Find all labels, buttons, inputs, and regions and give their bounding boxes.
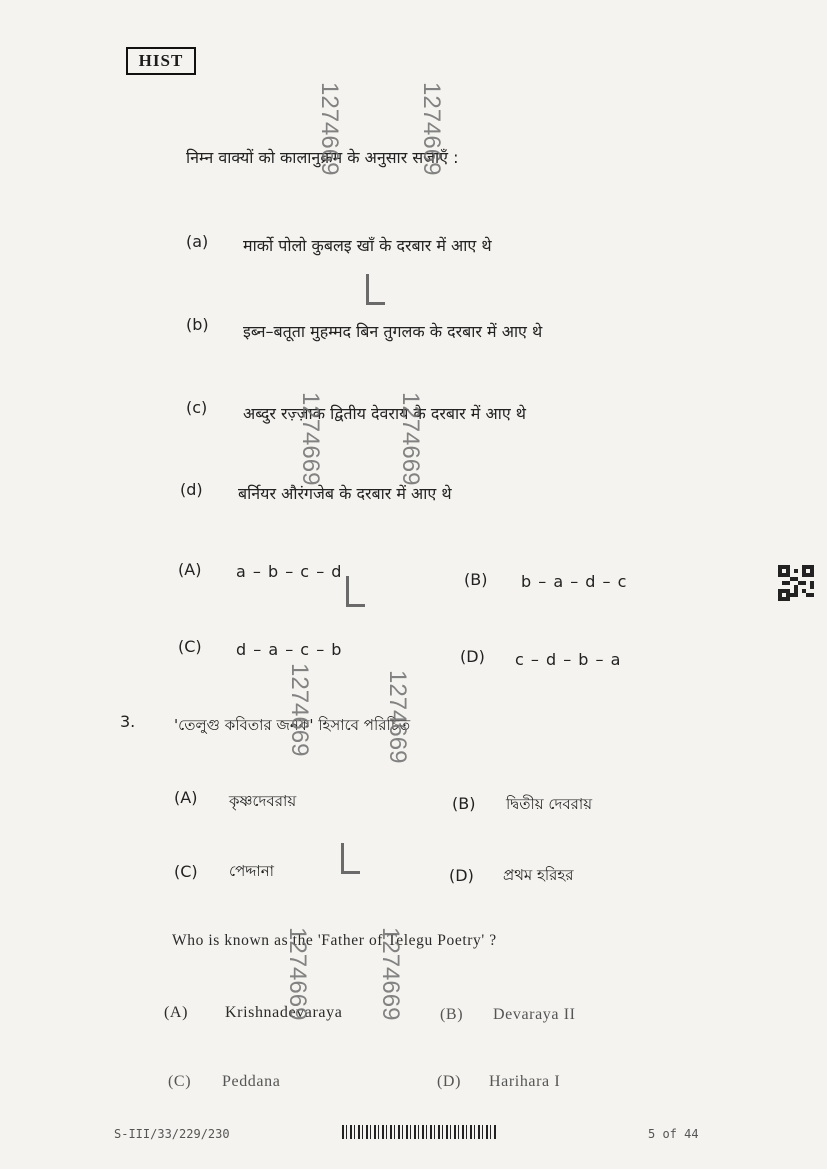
l-mark <box>346 576 365 607</box>
english-option-a-text: Krishnadevaraya <box>225 1004 343 1021</box>
option-a-label: (A) <box>178 560 202 579</box>
english-option-a-label: (A) <box>164 1004 189 1021</box>
l-mark <box>341 843 360 874</box>
watermark-id: 1274669 <box>297 392 324 486</box>
watermark-id: 1274669 <box>284 927 311 1021</box>
barcode <box>342 1125 498 1139</box>
bengali-option-a-label: (A) <box>174 788 198 807</box>
option-b-text: b – a – d – c <box>521 572 628 591</box>
watermark-id: 1274669 <box>377 927 404 1021</box>
watermark-id: 1274669 <box>418 82 445 176</box>
english-option-d-label: (D) <box>437 1073 462 1090</box>
page-number: 5 of 44 <box>648 1127 699 1141</box>
statement-a-label: (a) <box>186 232 209 251</box>
english-option-d-text: Harihara I <box>489 1073 561 1090</box>
bengali-option-c-label: (C) <box>174 862 198 881</box>
qr-code <box>778 565 814 601</box>
statement-d-text: बर्नियर औरंगजेब के दरबार में आए थे <box>238 484 452 503</box>
statement-b-text: इब्न–बतूता मुहम्मद बिन तुगलक के दरबार में आए थे <box>243 322 543 341</box>
bengali-option-d-text: প্রথম হরিহর <box>503 866 574 884</box>
question-3-number: 3. <box>120 712 136 731</box>
bengali-option-c-text: পেদ্দানা <box>229 862 275 880</box>
english-option-c-label: (C) <box>168 1073 192 1090</box>
option-c-label: (C) <box>178 637 202 656</box>
bengali-option-b-text: দ্বিতীয় দেবরায় <box>506 795 593 813</box>
question-2-prompt: निम्न वाक्यों को कालानुक्रम के अनुसार सजाएँ : <box>186 148 459 167</box>
option-d-label: (D) <box>460 647 485 666</box>
statement-d-label: (d) <box>180 480 203 499</box>
english-option-c-text: Peddana <box>222 1073 281 1090</box>
paper-code: S-III/33/229/230 <box>114 1127 230 1141</box>
subject-code-box: HIST <box>126 47 196 75</box>
option-a-text: a – b – c – d <box>236 562 343 581</box>
bengali-option-b-label: (B) <box>452 794 476 813</box>
l-mark <box>366 274 385 305</box>
watermark-id: 1274669 <box>316 82 343 176</box>
watermark-id: 1274669 <box>397 392 424 486</box>
watermark-id: 1274669 <box>286 663 313 757</box>
statement-c-label: (c) <box>186 398 208 417</box>
statement-b-label: (b) <box>186 315 209 334</box>
bengali-option-a-text: কৃষ্ণদেবরায় <box>229 792 297 810</box>
english-option-b-label: (B) <box>440 1006 464 1023</box>
watermark-id: 1274669 <box>384 670 411 764</box>
option-d-text: c – d – b – a <box>515 650 622 669</box>
statement-c-text: अब्दुर रज़्ज़ाक द्वितीय देवराय के दरबार में आए थे <box>243 404 526 423</box>
option-b-label: (B) <box>464 570 488 589</box>
option-c-text: d – a – c – b <box>236 640 343 659</box>
bengali-option-d-label: (D) <box>449 866 474 885</box>
statement-a-text: मार्को पोलो कुबलइ खाँ के दरबार में आए थे <box>243 236 492 255</box>
question-3-prompt-english: Who is known as the 'Father of Telegu Poetry' ? <box>172 932 497 949</box>
english-option-b-text: Devaraya II <box>493 1006 576 1023</box>
question-3-prompt-bengali: 'তেলুগু কবিতার জনক' হিসাবে পরিচিত <box>174 716 411 734</box>
